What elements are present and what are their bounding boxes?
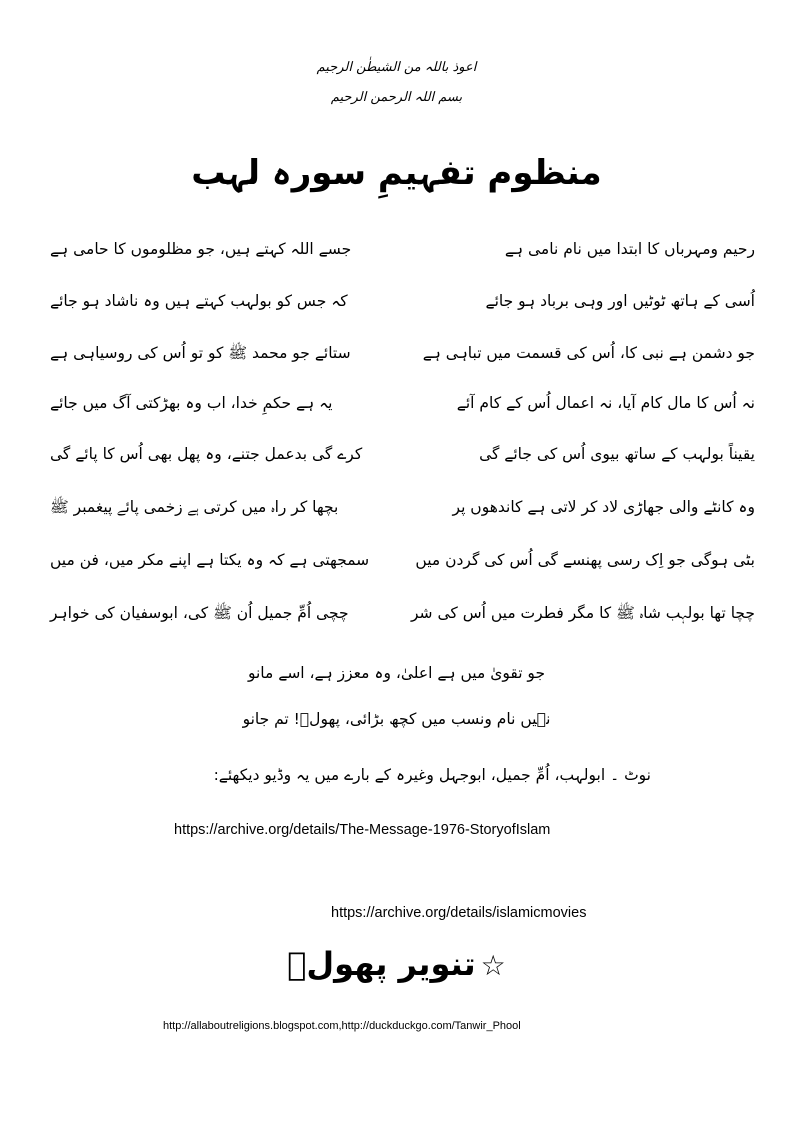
signature-name: تنویر پھولؔ [287, 945, 476, 983]
verse-8-first-hemistich: چچا تھا بولہب شاہ ﷺ کا مگر فطرت میں اُس کی شر [411, 604, 755, 622]
verse-4-second-hemistich: یہ ہے حکمِ خدا، اب وہ بھڑکتی آگ میں جائے [50, 394, 333, 412]
verse-7-first-hemistich: بٹی ہوگی جو اِک رسی پھنسے گی اُس کی گردن میں [415, 551, 755, 569]
verse-4-first-hemistich: نہ اُس کا مال کام آیا، نہ اعمال اُس کے کام آئے [456, 394, 755, 412]
verse-5-second-hemistich: کرے گی بدعمل جتنے، وہ پھل بھی اُس کا پائے گی [50, 445, 363, 463]
verse-6-first-hemistich: وہ کانٹے والی جھاڑی لاد کر لاتی ہے کاندھوں پر [452, 498, 755, 516]
basmala: بسم اللہ الرحمن الرحیم [330, 90, 463, 105]
closing-line-1: جو تقویٰ میں ہے اعلیٰ، وہ معزز ہے، اسے مانو [247, 664, 546, 682]
star-icon: ☆ [480, 949, 506, 982]
verse-7-second-hemistich: سمجھتی ہے کہ وہ یکتا ہے اپنے مکر میں، فن میں [50, 551, 370, 569]
signature [0, 945, 793, 983]
verse-8-second-hemistich: چچی اُمِّ جمیل اُن ﷺ کی، ابوسفیان کی خواہر [50, 604, 349, 622]
verse-6-second-hemistich: بچھا کر راہ میں کرتی ہے زخمی پائے پیغمبر ﷺ [50, 498, 339, 516]
note-text: نوٹ ۔ ابولہب، اُمِّ جمیل، ابوجہل وغیرہ کے بارے میں یہ وڈیو دیکھئے: [213, 766, 651, 784]
verse-1-first-hemistich: رحیم ومہرباں کا ابتدا میں نام نامی ہے [504, 240, 755, 258]
verse-2-second-hemistich: کہ جس کو بولہب کہتے ہیں وہ ناشاد ہو جائے [50, 292, 348, 310]
verse-1-second-hemistich: جسے اللہ کہتے ہیں، جو مظلوموں کا حامی ہے [50, 240, 352, 258]
verse-7 [50, 543, 755, 577]
footer-links[interactable]: http://allaboutreligions.blogspot.com,http://duckduckgo.com/Tanwir_Phool [163, 1020, 521, 1032]
verse-2 [50, 284, 755, 318]
video-link[interactable]: https://archive.org/details/The-Message-1976-StoryofIslam [174, 822, 551, 838]
taawwuz: اعوذ باللہ من الشیطٰن الرجیم [316, 60, 477, 75]
closing-line-2: نہیں نام ونسب میں کچھ بڑائی، پھولؔ! تم جانو [242, 710, 551, 728]
verse-1 [50, 232, 755, 266]
verse-2-first-hemistich: اُسی کے ہاتھ ٹوٹیں اور وہی برباد ہو جائے [485, 292, 755, 310]
verse-6 [50, 490, 755, 524]
verse-8 [50, 596, 755, 630]
verse-5 [50, 437, 755, 471]
poem-title: منظوم تفہیمِ سورہ لہب [191, 153, 602, 193]
verse-3 [50, 336, 755, 370]
verse-5-first-hemistich: یقیناً بولہب کے ساتھ بیوی اُس کی جائے گی [479, 445, 755, 463]
verse-3-second-hemistich: ستائے جو محمد ﷺ کو تو اُس کی روسیاہی ہے [50, 344, 351, 362]
movies-link[interactable]: https://archive.org/details/islamicmovies [331, 905, 587, 921]
verse-3-first-hemistich: جو دشمن ہے نبی کا، اُس کی قسمت میں تباہی ہے [422, 344, 755, 362]
verse-4 [50, 386, 755, 420]
